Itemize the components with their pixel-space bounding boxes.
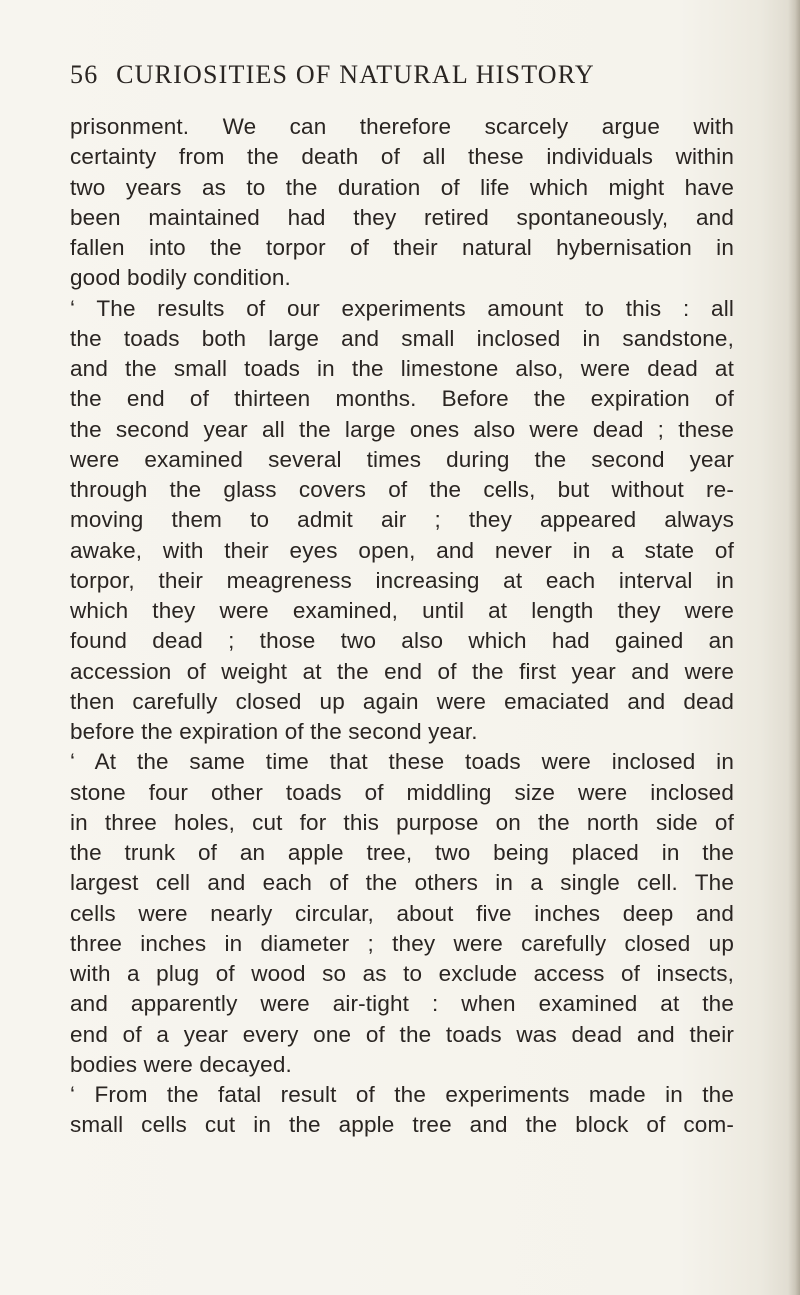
- text-line: and the small toads in the limestone also, were dead at: [70, 356, 734, 381]
- text-line: ‘ The results of our experiments amount to this : all: [70, 295, 734, 321]
- text-line: which they were examined, until at length they were: [70, 598, 734, 623]
- text-line: awake, with their eyes open, and never in a state of: [70, 537, 734, 563]
- text-line: cells were nearly circular, about five inches deep and: [70, 900, 734, 926]
- text-line: the toads both large and small inclosed in sandstone,: [70, 325, 734, 351]
- text-line: then carefully closed up again were emaciated and dead: [70, 688, 734, 714]
- text-line: prisonment. We can therefore scarcely argue with: [70, 114, 734, 139]
- text-line: and apparently were air-tight : when examined at the: [70, 991, 734, 1017]
- text-line: moving them to admit air ; they appeared always: [70, 507, 734, 533]
- text-line: three inches in diameter ; they were carefully closed up: [70, 930, 734, 956]
- text-line: were examined several times during the second year: [70, 446, 734, 472]
- text-line: in three holes, cut for this purpose on the north side of: [70, 809, 734, 835]
- page-edge-shadow: [788, 0, 800, 1295]
- text-line: the end of thirteen months. Before the expiration of: [70, 386, 734, 412]
- text-line: small cells cut in the apple tree and the block of com-: [70, 1112, 734, 1138]
- text-line: ‘ From the fatal result of the experiments made in the: [70, 1082, 734, 1107]
- text-line: the second year all the large ones also were dead ; these: [70, 416, 734, 442]
- text-line: with a plug of wood so as to exclude access of insects,: [70, 961, 734, 986]
- text-line: two years as to the duration of life which might have: [70, 174, 734, 200]
- text-line: found dead ; those two also which had gained an: [70, 628, 734, 654]
- text-line: the trunk of an apple tree, two being placed in the: [70, 840, 734, 865]
- text-line: torpor, their meagreness increasing at each interval in: [70, 567, 734, 593]
- text-line: certainty from the death of all these individuals within: [70, 144, 734, 170]
- text-line: ‘ At the same time that these toads were inclosed in: [70, 749, 734, 775]
- text-line: largest cell and each of the others in a single cell. The: [70, 870, 734, 896]
- text-line: before the expiration of the second year.: [70, 719, 478, 744]
- text-line: through the glass covers of the cells, but without re-: [70, 477, 734, 502]
- text-line: end of a year every one of the toads was dead and their: [70, 1021, 734, 1047]
- page-number: 56: [70, 60, 99, 89]
- text-line: accession of weight at the end of the first year and were: [70, 658, 734, 684]
- text-line: fallen into the torpor of their natural hybernisation in: [70, 235, 734, 260]
- body-text: [70, 112, 734, 1141]
- text-line: good bodily condition.: [70, 265, 291, 291]
- running-title: CURIOSITIES OF NATURAL HISTORY: [116, 60, 595, 89]
- text-line: been maintained had they retired spontaneously, and: [70, 204, 734, 230]
- text-line: stone four other toads of middling size were inclosed: [70, 779, 734, 805]
- running-header: [70, 60, 730, 100]
- text-line: bodies were decayed.: [70, 1051, 292, 1077]
